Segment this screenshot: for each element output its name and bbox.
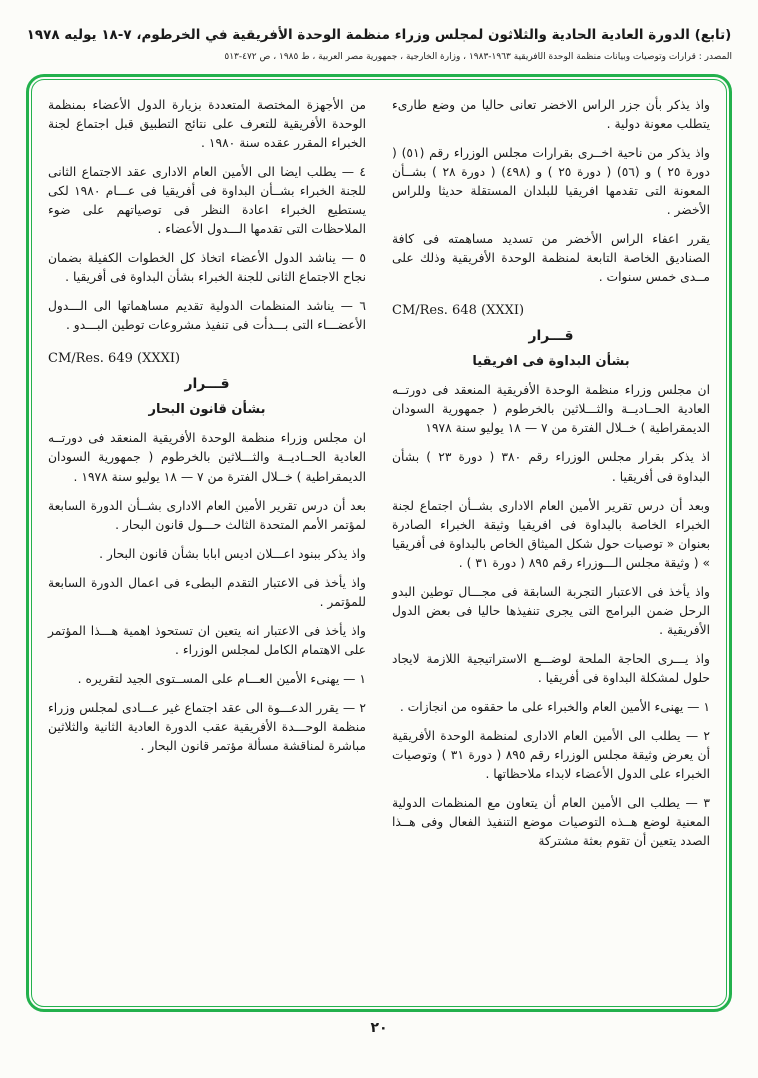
document-title: (تابع) الدورة العادية الحادية والثلاثون لمجلس وزراء منظمة الوحدة الأفريقية في الخرطوم، ٧-١٨ يوليه ١٩٧٨ (26, 27, 732, 43)
numbered-clause-5: ٥ — يناشد الدول الأعضاء اتخاذ كل الخطوات الكفيلة بضمان نجاح الاجتماع الثانى للجنة الخبراء بشأن البداوة فى أفريقيا . (48, 251, 366, 285)
numbered-clause-1: ١ — يهنىء الأمين العـــام على المســتوى الجيد لتقريره . (77, 671, 366, 686)
paragraph: واذ يذكر بأن جزر الراس الاخضر تعانى حاليا من وضع طارىء يتطلب معونة دولية . (392, 97, 710, 131)
paragraph: واذ يذكر من ناحية اخــرى بقرارات مجلس الوزراء رقم (٥١) ( دورة ٢٥ ) و (٥٦) ( دورة ٢٥ ) و (٤٩٨) ( دورة ٢٨ ) بشــأن المعونة التى تقدمها افريقيا للبلدان المستقلة حديثا وللراس الأخضر . (392, 145, 710, 218)
numbered-clause-3: ٣ — يطلب الى الأمين العام أن يتعاون مع المنظمات الدولية المعنية لوضع هــذه التوصيات موضع التنفيذ الفعال وفى هــذا الصدد يتعين أن تقوم بعثة مشتركة (392, 796, 710, 849)
page-number: ٢٠ (370, 1019, 388, 1036)
paragraph: وبعد أن درس تقرير الأمين العام الادارى بشــأن اجتماع لجنة الخبراء الخاصة بالبداوة فى افريقيا وثيقة الخبراء الصادرة بعنوان « توصيات حول شكل الميثاق الخاص بالبداوة فى أفريقيا » ( وثيقة مجلس الـــوزراء رقم ٨٩٥ ( دورة ٣١ ) . (392, 498, 710, 570)
paragraph: واذ يأخذ فى الاعتبار انه يتعين ان تستحوذ اهمية هـــذا المؤتمر على الاهتمام الكامل لمجلس الوزراء . (48, 623, 366, 657)
paragraph: يقرر اعفاء الراس الأخضر من تسديد مساهمته فى كافة الصناديق الخاصة التابعة لمنظمة الوحدة الأفريقية وذلك على مــدى خمس سنوات . (392, 232, 710, 285)
resolution-subject-nomadism: بشأن البداوة فى افريقيا (472, 354, 630, 370)
paragraph: واذ يذكر ببنود اعـــلان اديس ابابا بشأن قانون البحار . (99, 546, 366, 561)
paragraph: واذ يأخذ فى الاعتبار التجربة السابقة فى مجـــال توطين البدو الرحل ضمن البرامج التى يجرى تنفيذها حاليا فى بعض الدول الأفريقية . (392, 584, 710, 637)
green-double-frame (26, 74, 732, 1012)
paragraph: اذ يذكر بقرار مجلس الوزراء رقم ٣٨٠ ( دورة ٢٣ ) بشأن البداوة فى أفريقيا . (392, 450, 710, 484)
paragraph: ان مجلس وزراء منظمة الوحدة الأفريقية المنعقد فى دورتــه العادية الحــاديــة والثـــلاثين بالخرطوم ( جمهورية السودان الديمقراطية ) خــلال الفترة من ٧ — ١٨ يوليو سنة ١٩٧٨ (392, 383, 710, 436)
resolution-number-649: CM/Res. 649 (XXXI) (48, 351, 181, 367)
numbered-clause-1: ١ — يهنىء الأمين العام والخبراء على ما حققوه من انجازات . (399, 699, 710, 714)
paragraph: ان مجلس وزراء منظمة الوحدة الأفريقية المنعقد فى دورتــه العادية الحــاديــة والثـــلاثين بالخرطوم ( جمهورية السودان الديمقراطية ) خــلال الفترة من ٧ — ١٨ يوليو سنة ١٩٧٨ . (48, 431, 366, 484)
resolution-heading: قـــرار (184, 376, 230, 393)
numbered-clause-2: ٢ — يطلب الى الأمين العام الادارى لمنظمة الوحدة الأفريقية أن يعرض وثيقة مجلس الوزراء رقم ٨٩٥ ( دورة ٣١ ) وتوصيات الخبراء على الدول الأعضاء لابداء ملاحظاتها . (392, 729, 710, 782)
column-right (392, 96, 710, 998)
document-source-line: المصدر : قرارات وتوصيات وبيانات منظمة الوحدة الأفريقية ١٩٦٣-١٩٨٣ ، وزارة الخارجية ، جمهورية مصر العربية ، ط ١٩٨٥ ، ص ٤٧٢-٥١٣ (224, 51, 732, 62)
paragraph: واذ يأخذ فى الاعتبار التقدم البطىء فى اعمال الدورة السابعة للمؤتمر . (48, 575, 366, 609)
paragraph: واذ يـــرى الحاجة الملحة لوضـــع الاستراتيجية اللازمة لايجاد حلول لمشكلة البداوة فى أفريقيا . (392, 651, 710, 685)
resolution-number-648: CM/Res. 648 (XXXI) (392, 303, 525, 319)
column-left (48, 96, 366, 998)
green-frame-inner (31, 79, 727, 1007)
resolution-heading: قـــرار (528, 328, 574, 345)
page-header (26, 26, 732, 62)
paragraph: بعد أن درس تقرير الأمين العام الادارى بشــأن الدورة السابعة لمؤتمر الأمم المتحدة الثالث حـــول قانون البحار . (48, 498, 366, 532)
numbered-clause-6: ٦ — يناشد المنظمات الدولية تقديم مساهماتها الى الـــدول الأعضـــاء التى بـــدأت فى تنفيذ مشروعات توطين البـــدو . (48, 299, 366, 333)
resolution-subject-law-of-the-sea: بشأن قانون البحار (148, 402, 266, 418)
numbered-clause-2: ٢ — يقرر الدعـــوة الى عقد اجتماع غير عـــادى لمجلس وزراء منظمة الوحـــدة الأفريقية عقب الدورة العادية الثانية والثلاثين مباشرة لمناقشة مسألة مؤتمر قانون البحار . (48, 700, 366, 754)
numbered-clause-4: ٤ — يطلب ايضا الى الأمين العام الادارى عقد الاجتماع الثانى للجنة الخبراء بشــأن البداوة فى أفريقيا فى عـــام ١٩٨٠ لكى يستطيع الخبراء اعادة النظر فى توصياتهم على ضوء الملاحظات التى تقدمها الـــدول الأعضاء . (48, 165, 366, 237)
two-column-text (48, 96, 710, 998)
paragraph: من الأجهزة المختصة المتعددة بزيارة الدول الأعضاء بمنظمة الوحدة الأفريقية للتعرف على نتائج التطبيق قبل اجتماع لجنة الخبراء المقرر عقده سنة ١٩٨٠ . (48, 97, 366, 150)
